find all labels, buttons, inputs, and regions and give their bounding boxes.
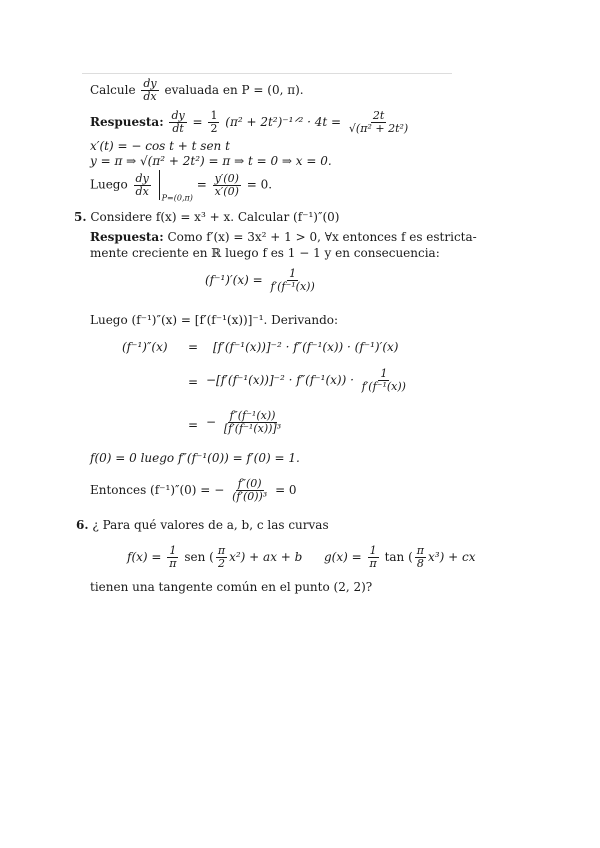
fraction: $\frac{\text{f″(f⁻¹(x))}}{\text{[f′(f⁻¹(x))]³}}$ bbox=[223, 409, 282, 435]
answer-label: Respuesta: bbox=[90, 115, 164, 129]
text: x²) + ax + b bbox=[229, 550, 303, 564]
p5-deriv-rhs-2 bbox=[206, 368, 410, 393]
p5-deriv-rhs-3: − $\frac{\text{f″(f⁻¹(x))}}{\text{[f′(f⁻¹(x))]³}}$ bbox=[206, 409, 282, 435]
text: Entonces (f⁻¹)″(0) = bbox=[90, 483, 211, 497]
problem-number: 6. bbox=[76, 518, 89, 532]
fraction: $\frac{1}{\text{f′(f⁻¹(x))}}$ bbox=[361, 367, 406, 393]
fraction: $\frac{\pi}{2}$ bbox=[217, 544, 226, 570]
text: = bbox=[192, 115, 203, 129]
p6-curves: f(x) = $\frac{1}{\pi}$ sen ( $\frac{\pi}{2}$ x²) + ax + b g(x) = $\frac{1}{\pi}$ tan ( $\frac{\pi}{8}$ x³) + cx bbox=[127, 544, 476, 570]
p4-answer-line bbox=[90, 110, 412, 135]
text: = 0 bbox=[275, 483, 297, 497]
fraction: $\frac{1}{\pi}$ bbox=[369, 544, 377, 570]
p5-inverse-derivative bbox=[205, 268, 319, 293]
fraction: $\frac{dy}{dx}$ bbox=[135, 171, 149, 198]
p5-statement bbox=[74, 210, 339, 224]
text: (f⁻¹)′(x) = bbox=[205, 273, 263, 287]
problem-number: 5. bbox=[74, 210, 87, 224]
text: = 0. bbox=[246, 177, 273, 192]
text: Considere f(x) = x³ + x. Calcular (f⁻¹)″(0) bbox=[90, 210, 340, 224]
p5-entonces: Entonces (f⁻¹)″(0) = − $\frac{f''(0)}{\text{(f′(0))³}}$ = 0 bbox=[90, 477, 297, 503]
p4-line-3: x′(t) = − cos t + t sen t bbox=[90, 139, 230, 153]
text: f(x) = bbox=[127, 550, 162, 564]
text: P=(0,π) bbox=[161, 193, 193, 203]
text: = bbox=[196, 177, 207, 192]
p5-luego: Luego (f⁻¹)″(x) = [f′(f⁻¹(x))]⁻¹. Derivando: bbox=[90, 313, 339, 327]
text: tan bbox=[384, 550, 405, 564]
text: (π² + 2t²)⁻¹ᐟ² · 4t = bbox=[225, 115, 342, 129]
fraction: $\frac{1}{\text{f′(f⁻¹(x))}}$ bbox=[270, 267, 315, 293]
p5-deriv-eq-1: = bbox=[188, 340, 199, 354]
p5-response-1 bbox=[90, 230, 477, 244]
p4-line-1 bbox=[90, 78, 304, 103]
p6-last: tienen una tangente común en el punto (2, 2)? bbox=[90, 580, 373, 594]
answer-label: Respuesta: bbox=[90, 230, 164, 244]
fraction: $\frac{dy}{dt}$ bbox=[171, 109, 185, 135]
p5-response-2: mente creciente en ℝ luego f es 1 − 1 y en consecuencia: bbox=[90, 246, 440, 260]
text: −[f′(f⁻¹(x))]⁻² · f″(f⁻¹(x)) · bbox=[206, 373, 354, 387]
text: g(x) = bbox=[323, 550, 362, 564]
evaluation-bar bbox=[159, 170, 160, 200]
text: sen bbox=[184, 550, 206, 564]
text: evaluada en P = (0, π). bbox=[164, 83, 304, 97]
fraction: $\frac{2t}{\text{√(π² + 2t²)}}$ bbox=[348, 109, 409, 135]
p5-deriv-eq-2: = bbox=[188, 375, 199, 389]
fraction: $\frac{1}{2}$ bbox=[210, 109, 218, 135]
p4-line-5 bbox=[90, 170, 272, 206]
p5-deriv-rhs-1: [f′(f⁻¹(x))]⁻² · f″(f⁻¹(x)) · (f⁻¹)′(x) bbox=[213, 340, 399, 354]
text: (f⁻¹)″(x) bbox=[122, 340, 168, 354]
p4-line-4: y = π ⇒ √(π² + 2t²) = π ⇒ t = 0 ⇒ x = 0. bbox=[90, 154, 332, 168]
p5-deriv-eq-3: = bbox=[188, 418, 199, 432]
p5-f0: f(0) = 0 luego f″(f⁻¹(0)) = f′(0) = 1. bbox=[90, 451, 300, 465]
text: Calcule bbox=[90, 83, 136, 97]
p5-deriv-line-1 bbox=[122, 340, 168, 354]
fraction: $\frac{f''(0)}{\text{(f′(0))³}}$ bbox=[232, 477, 268, 503]
text: ¿ Para qué valores de a, b, c las curvas bbox=[92, 518, 329, 532]
fraction: $\frac{y'(0)}{x'(0)}$ bbox=[214, 171, 239, 198]
text: Como f′(x) = 3x² + 1 > 0, ∀x entonces f es estricta- bbox=[167, 230, 477, 244]
text: Luego bbox=[90, 177, 128, 192]
p6-statement bbox=[76, 518, 329, 532]
text: x³) + cx bbox=[428, 550, 476, 564]
fraction: $\frac{1}{\pi}$ bbox=[169, 544, 177, 570]
fraction: $\frac{\pi}{8}$ bbox=[416, 544, 425, 570]
top-divider bbox=[82, 73, 452, 74]
derivative-fraction: $\frac{dy}{dx}$ bbox=[143, 77, 157, 103]
